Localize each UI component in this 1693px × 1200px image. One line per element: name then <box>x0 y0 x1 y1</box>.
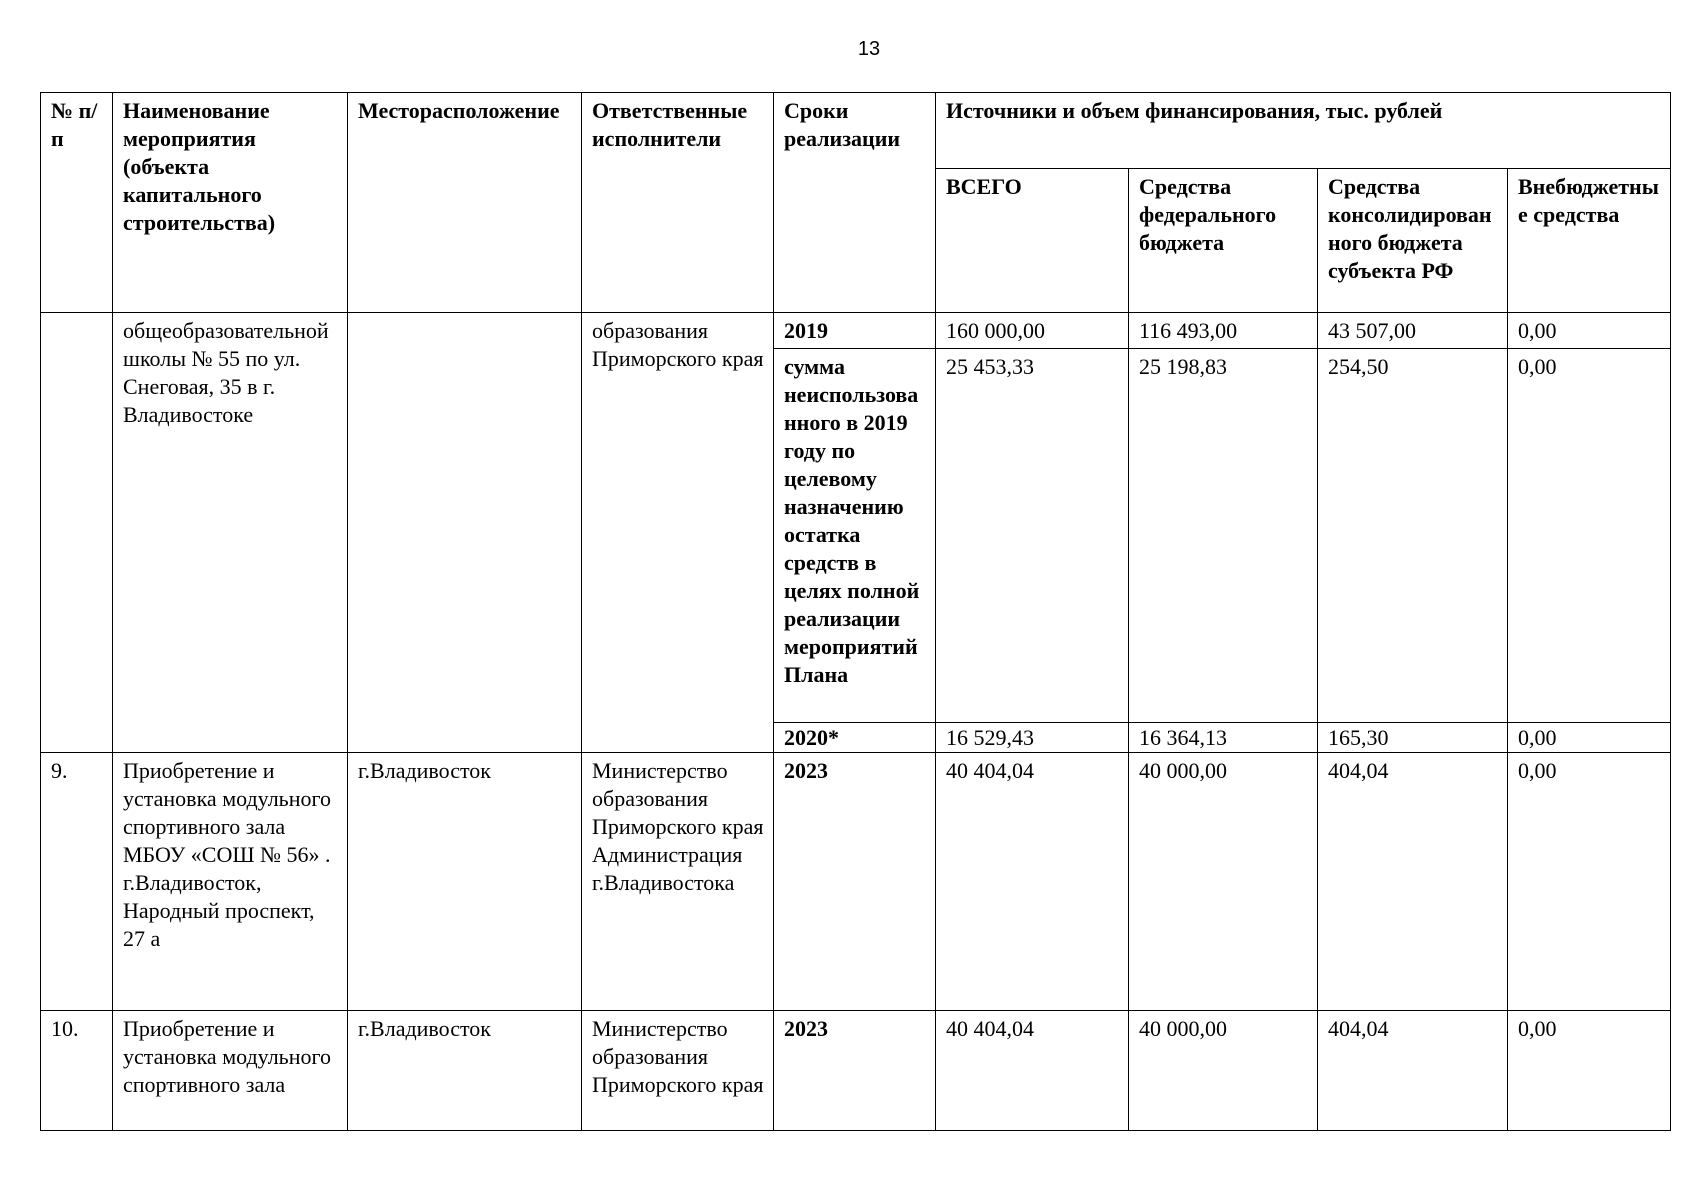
cell-extrabudget: 0,00 <box>1508 313 1671 349</box>
header-extrabudget: Внебюджетные средства <box>1508 169 1671 313</box>
header-federal: Средства федерального бюджета <box>1129 169 1318 313</box>
cell-consolidated: 165,30 <box>1318 723 1508 753</box>
cell-consolidated: 43 507,00 <box>1318 313 1508 349</box>
header-period: Сроки реализации <box>774 93 936 313</box>
cell-federal: 40 000,00 <box>1129 753 1318 1011</box>
header-consolidated: Средства консолидированного бюджета субъекта РФ <box>1318 169 1508 313</box>
cell-extrabudget: 0,00 <box>1508 349 1671 723</box>
table-row <box>41 1011 1671 1131</box>
cell-period: 2023 <box>774 753 936 1011</box>
cell-total: 40 404,04 <box>936 753 1129 1011</box>
cell-extrabudget: 0,00 <box>1508 723 1671 753</box>
cell-total: 160 000,00 <box>936 313 1129 349</box>
page-number: 13 <box>857 38 881 60</box>
cell-location: г.Владивосток <box>348 1011 582 1131</box>
cell-total: 25 453,33 <box>936 349 1129 723</box>
cell-federal: 16 364,13 <box>1129 723 1318 753</box>
header-name: Наименование мероприятия (объекта капитального строительства) <box>113 93 348 313</box>
header-num: № п/п <box>41 93 113 313</box>
header-funding: Источники и объем финансирования, тыс. рублей <box>936 93 1671 169</box>
cell-extrabudget: 0,00 <box>1508 1011 1671 1131</box>
cell-federal: 25 198,83 <box>1129 349 1318 723</box>
header-responsible: Ответственные исполнители <box>582 93 774 313</box>
table-header-row <box>41 93 1671 169</box>
cell-location <box>348 313 582 753</box>
table-row <box>41 313 1671 349</box>
cell-period: 2019 <box>774 313 936 349</box>
cell-name: общеобразовательной школы № 55 по ул. Снеговая, 35 в г. Владивостоке <box>113 313 348 753</box>
cell-responsible: Министерство образования Приморского края Администрация г.Владивостока <box>582 753 774 1011</box>
cell-num <box>41 313 113 753</box>
header-location: Месторасположение <box>348 93 582 313</box>
funding-plan-table <box>40 92 1671 1131</box>
cell-total: 40 404,04 <box>936 1011 1129 1131</box>
cell-consolidated: 404,04 <box>1318 1011 1508 1131</box>
cell-period: 2023 <box>774 1011 936 1131</box>
cell-federal: 116 493,00 <box>1129 313 1318 349</box>
cell-responsible: образования Приморского края <box>582 313 774 753</box>
cell-location: г.Владивосток <box>348 753 582 1011</box>
cell-total: 16 529,43 <box>936 723 1129 753</box>
cell-name: Приобретение и установка модульного спортивного зала <box>113 1011 348 1131</box>
cell-consolidated: 404,04 <box>1318 753 1508 1011</box>
cell-responsible: Министерство образования Приморского края <box>582 1011 774 1131</box>
cell-consolidated: 254,50 <box>1318 349 1508 723</box>
header-total: ВСЕГО <box>936 169 1129 313</box>
table-row <box>41 753 1671 1011</box>
cell-num: 9. <box>41 753 113 1011</box>
cell-extrabudget: 0,00 <box>1508 753 1671 1011</box>
cell-period: сумма неиспользованного в 2019 году по целевому назначению остатка средств в целях полной реализации мероприятий Плана <box>774 349 936 723</box>
cell-num: 10. <box>41 1011 113 1131</box>
cell-period: 2020* <box>774 723 936 753</box>
cell-name: Приобретение и установка модульного спортивного зала МБОУ «СОШ № 56» . г.Владивосток, Народный проспект, 27 а <box>113 753 348 1011</box>
cell-federal: 40 000,00 <box>1129 1011 1318 1131</box>
